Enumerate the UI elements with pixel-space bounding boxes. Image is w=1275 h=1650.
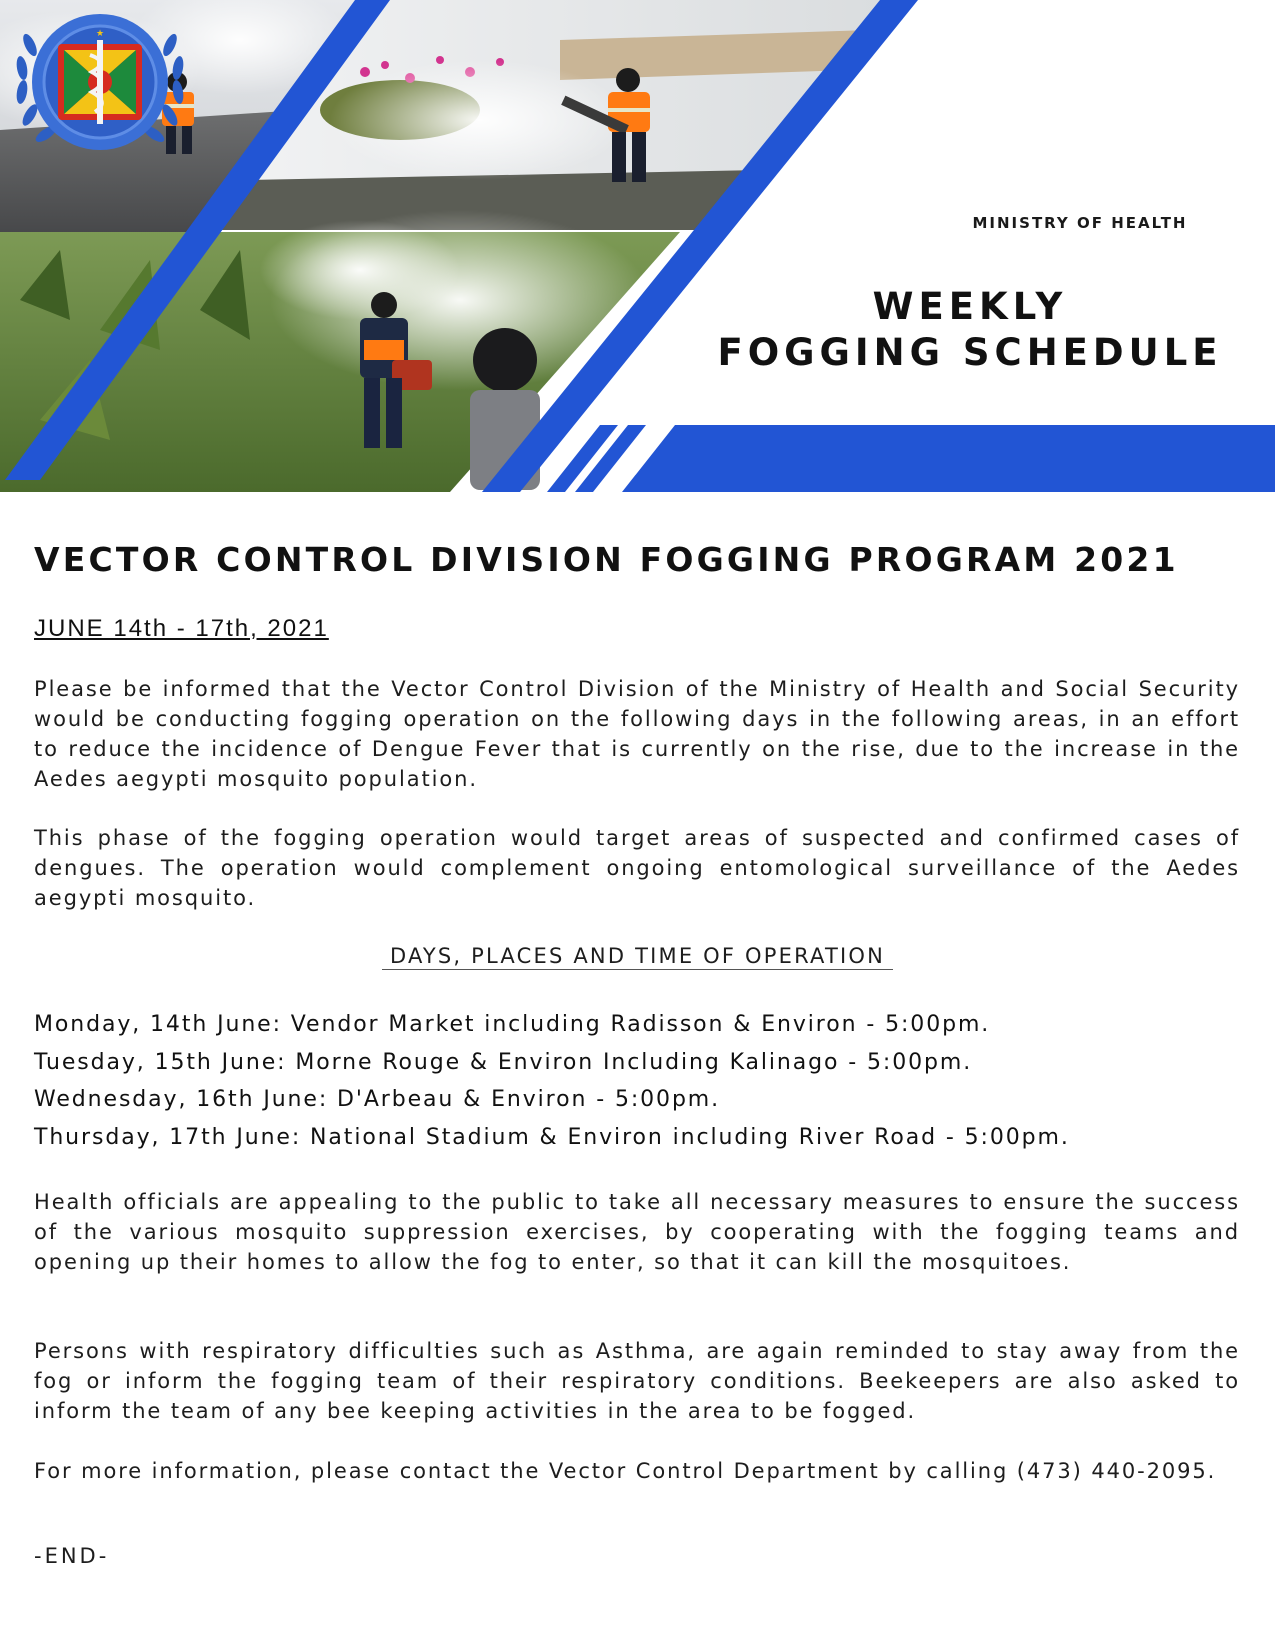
header-banner [0,0,1275,516]
svg-text:★: ★ [95,29,105,39]
schedule-row-tuesday: Tuesday, 15th June: Morne Rouge & Environ Including Kalinago - 5:00pm. [34,1049,973,1075]
date-range: JUNE 14th - 17th, 2021 [34,615,329,642]
schedule-heading [0,944,1275,968]
schedule-heading-text: DAYS, PLACES AND TIME OF OPERATION [382,944,893,970]
phase-paragraph: This phase of the fogging operation would target areas of suspected and confirmed cases of dengues. The operation would complement ongoing entomological surveillance of the Aedes aegypti mosquito. [34,826,1240,910]
page-headline [690,284,1250,376]
schedule-row-wednesday: Wednesday, 16th June: D'Arbeau & Environ - 5:00pm. [34,1087,721,1112]
ministry-label: MINISTRY OF HEALTH [972,214,1188,232]
schedule-row-thursday: Thursday, 17th June: National Stadium & Environ including River Road - 5:00pm. [34,1124,1070,1150]
schedule-row-monday: Monday, 14th June: Vendor Market including Radisson & Environ - 5:00pm. [34,1012,991,1037]
intro-paragraph: Please be informed that the Vector Control Division of the Ministry of Health and Social Security would be conducting fogging operation on the following days in the following areas, in an effort to reduce the incidence of Dengue Fever that is currently on the rise, due to the increase in the Aedes aegypti mosquito population. [34,677,1240,791]
appeal-paragraph: Health officials are appealing to the public to take all necessary measures to ensure the success of the various mosquito suppression exercises, by cooperating with the fogging teams and opening up their homes to allow the fog to enter, so that it can kill the mosquitoes. [34,1190,1240,1274]
respiratory-paragraph: Persons with respiratory difficulties such as Asthma, are again reminded to stay away from the fog or inform the fogging team of their respiratory conditions. Beekeepers are also asked to inform the team of any bee keeping activities in the area to be fogged. [34,1339,1240,1423]
contact-paragraph: For more information, please contact the Vector Control Department by calling (473) 440-2095. [34,1459,1217,1483]
document-title: VECTOR CONTROL DIVISION FOGGING PROGRAM 2021 [34,540,1179,579]
headline-line-fogging-schedule: FOGGING SCHEDULE [717,331,1223,374]
ministry-logo [0,0,200,170]
end-mark: -END- [34,1544,110,1568]
headline-line-weekly: WEEKLY [872,285,1068,328]
schedule-list [34,1006,1254,1156]
banner-bar [622,425,1275,492]
